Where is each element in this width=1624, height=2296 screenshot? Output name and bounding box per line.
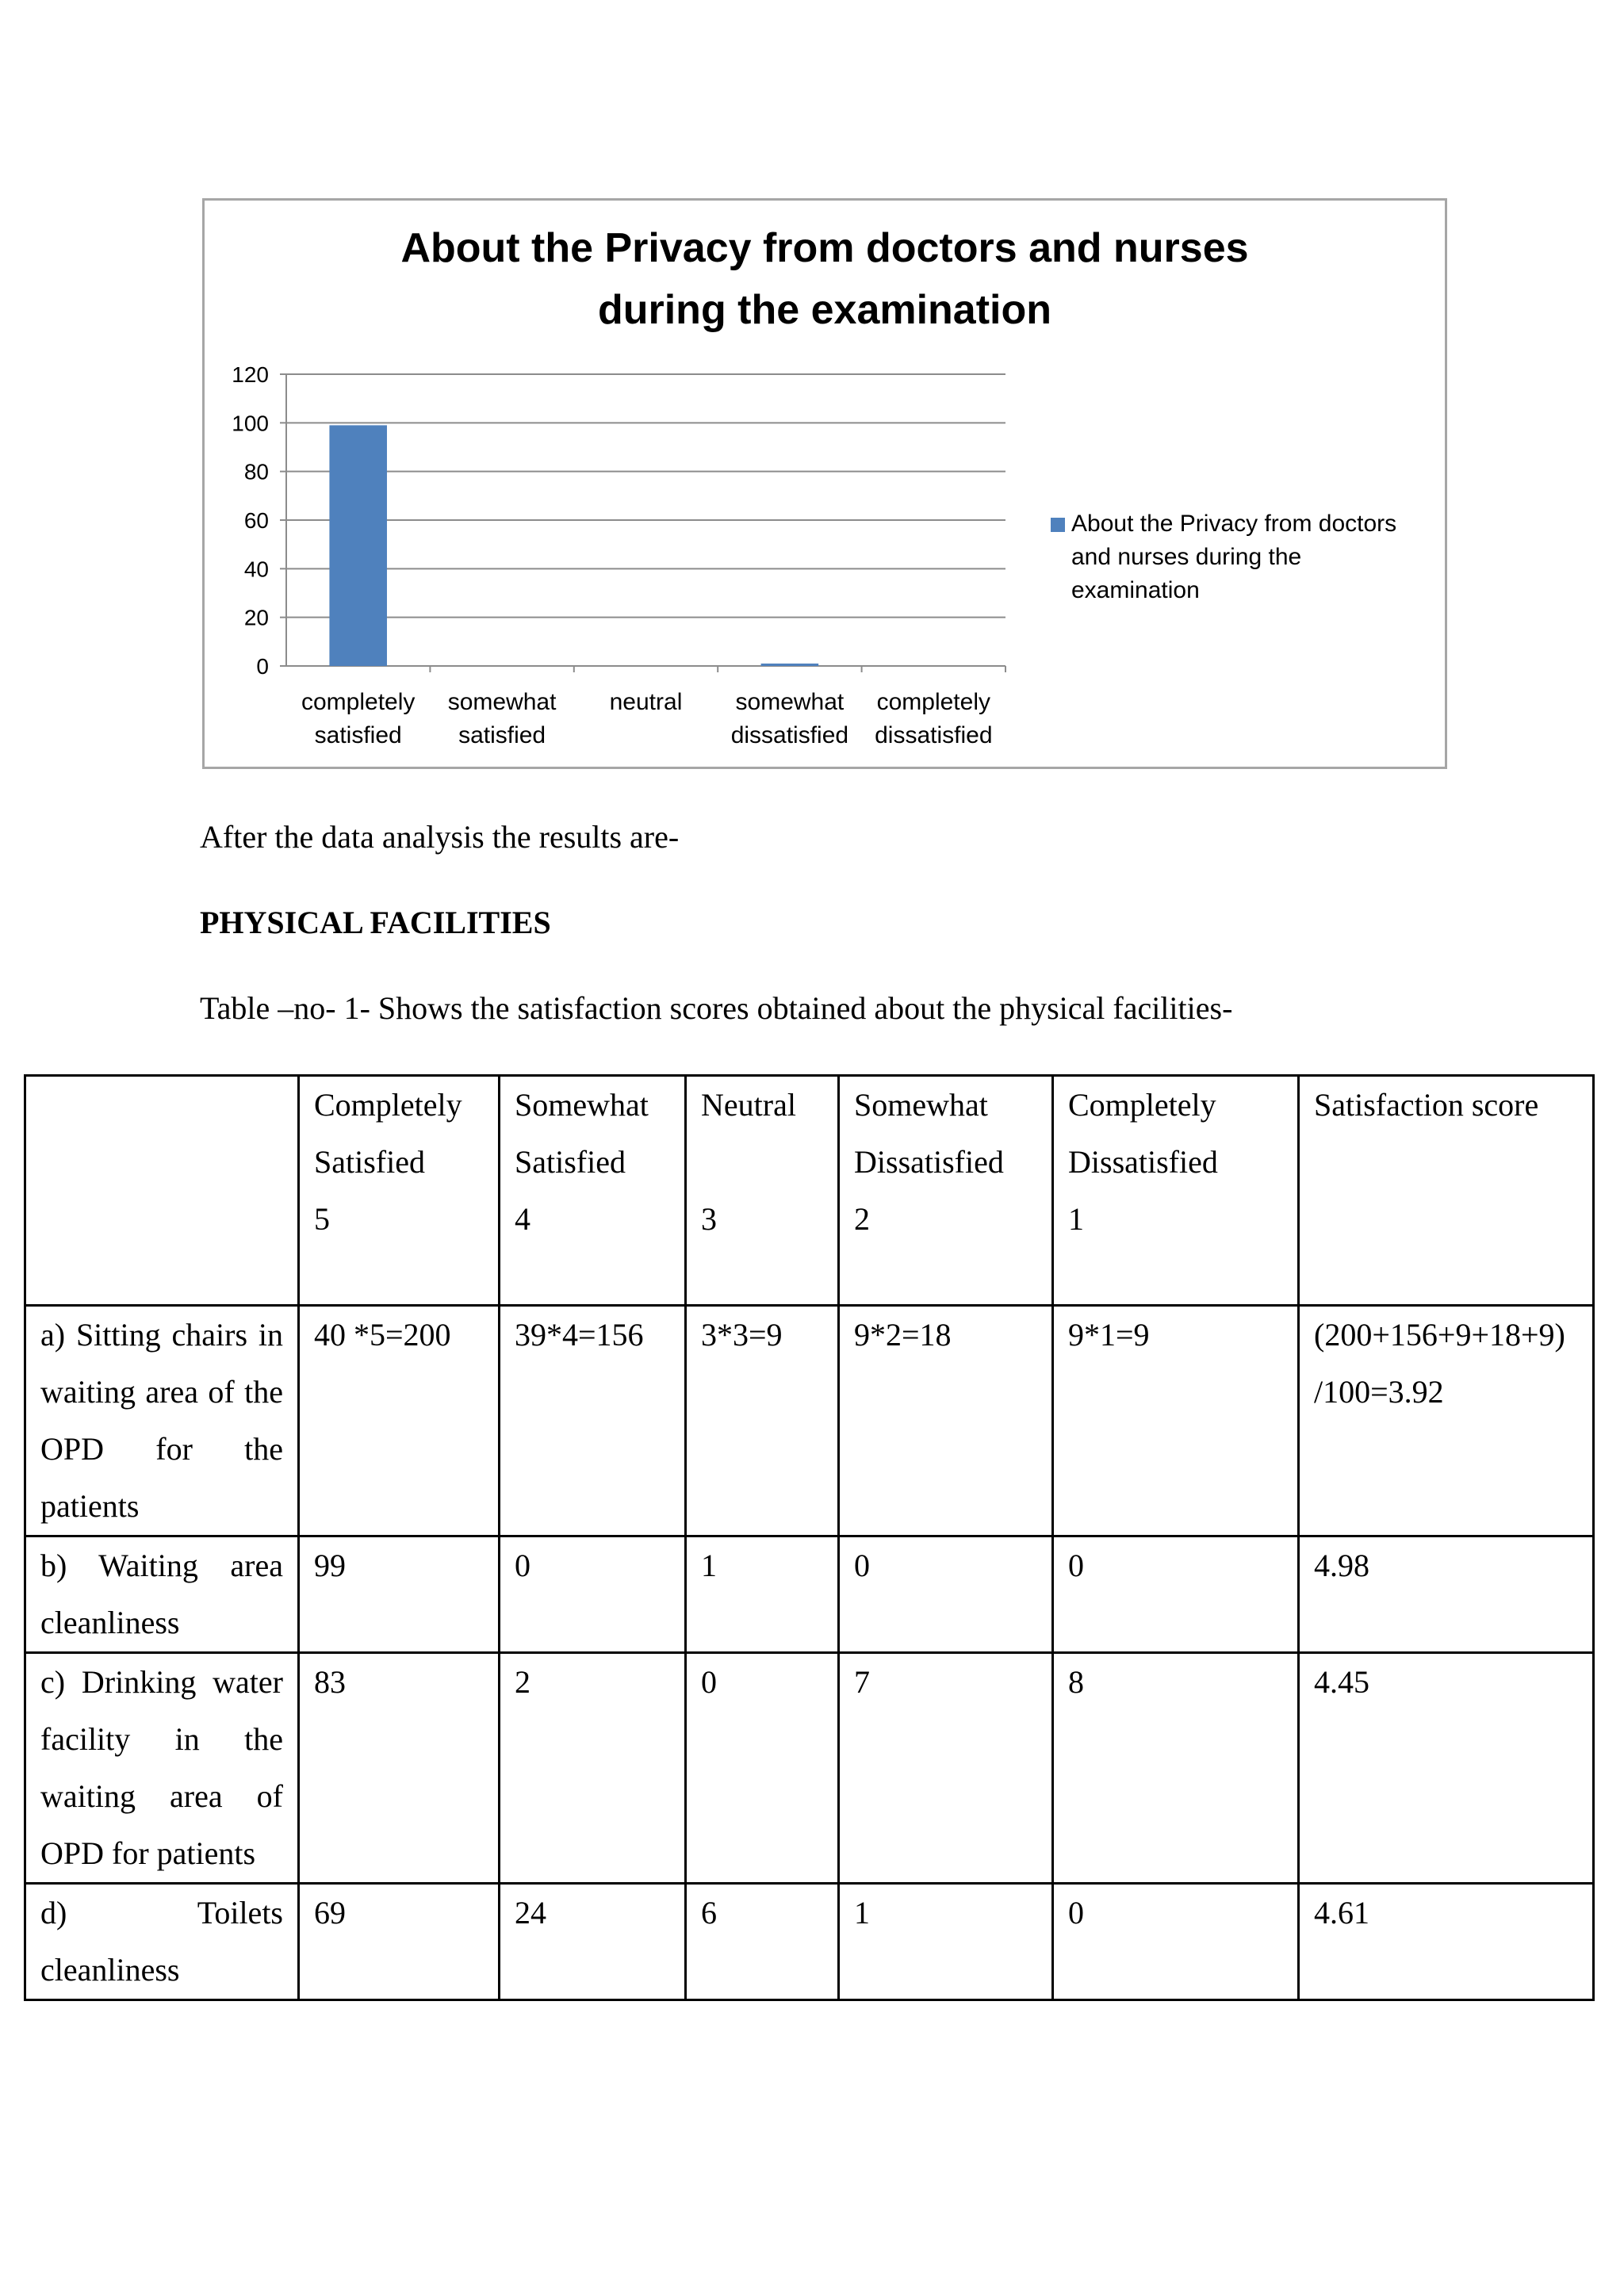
table-row xyxy=(25,1536,1594,1653)
row-label: a) Sitting chairs in waiting area of the OPD for the patients xyxy=(25,1306,299,1536)
x-category-label: somewhat xyxy=(447,689,557,715)
table-row xyxy=(25,1306,1594,1536)
table-cell: 9*2=18 xyxy=(839,1306,1053,1536)
header-line: 5 xyxy=(314,1201,330,1237)
legend-label: About the Privacy from doctors xyxy=(1071,511,1397,537)
table-cell: 39*4=156 xyxy=(500,1306,686,1536)
score-line: /100=3.92 xyxy=(1314,1374,1444,1410)
table-row xyxy=(25,1653,1594,1884)
intro-text: After the data analysis the results are- xyxy=(200,819,680,855)
header-line: Somewhat xyxy=(854,1087,988,1123)
table-cell: 99 xyxy=(299,1536,500,1653)
header-line: Dissatisfied xyxy=(854,1144,1004,1180)
table-cell: 83 xyxy=(299,1653,500,1884)
table-row xyxy=(25,1884,1594,2000)
table-cell: 3*3=9 xyxy=(686,1306,839,1536)
chart-canvas xyxy=(205,201,1445,767)
legend-label: and nurses during the xyxy=(1071,544,1302,570)
header-line xyxy=(701,1134,823,1191)
y-tick-label: 0 xyxy=(256,654,269,679)
header-line: Completely xyxy=(1068,1087,1216,1123)
x-category-label: dissatisfied xyxy=(875,722,993,748)
header-line: Somewhat xyxy=(515,1087,649,1123)
header-line: 1 xyxy=(1068,1201,1084,1237)
chart-title-line: during the examination xyxy=(597,287,1052,333)
y-tick-label: 80 xyxy=(243,459,269,484)
header-cell xyxy=(1299,1076,1594,1306)
table-caption: Table –no- 1- Shows the satisfaction scores obtained about the physical facilities- xyxy=(200,990,1233,1026)
table-cell: 9*1=9 xyxy=(1053,1306,1299,1536)
table-header-row xyxy=(25,1076,1594,1306)
x-category-label: completely xyxy=(876,689,991,715)
row-label: c) Drinking water facility in the waiting area of OPD for patients xyxy=(25,1653,299,1884)
bar xyxy=(329,425,387,666)
table-cell: 6 xyxy=(686,1884,839,2000)
header-cell xyxy=(1053,1076,1299,1306)
header-cell xyxy=(686,1076,839,1306)
table-cell: 69 xyxy=(299,1884,500,2000)
table-cell: 8 xyxy=(1053,1653,1299,1884)
score-line: 4.45 xyxy=(1314,1664,1369,1700)
header-line: 3 xyxy=(701,1201,717,1237)
y-tick-label: 20 xyxy=(243,605,269,630)
x-category-label: completely xyxy=(301,689,416,715)
table-cell: 0 xyxy=(839,1536,1053,1653)
header-cell xyxy=(500,1076,686,1306)
score-line: 4.98 xyxy=(1314,1548,1369,1583)
header-line: Satisfaction score xyxy=(1314,1087,1539,1123)
header-cell xyxy=(299,1076,500,1306)
header-line: Neutral xyxy=(701,1087,796,1123)
header-cell-empty xyxy=(25,1076,299,1306)
physical-facilities-table xyxy=(24,1074,1595,2001)
x-category-label: somewhat xyxy=(735,689,845,715)
score-line: (200+156+9+18+9) xyxy=(1314,1317,1565,1353)
table-cell: 0 xyxy=(686,1653,839,1884)
table-cell: 0 xyxy=(1053,1884,1299,2000)
header-line: Dissatisfied xyxy=(1068,1144,1218,1180)
table-cell: 2 xyxy=(500,1653,686,1884)
row-label: b) Waiting area cleanliness xyxy=(25,1536,299,1653)
table-cell: 40 *5=200 xyxy=(299,1306,500,1536)
table-cell: 0 xyxy=(500,1536,686,1653)
score-cell xyxy=(1299,1884,1594,2000)
x-category-label: dissatisfied xyxy=(730,722,849,748)
legend-label: examination xyxy=(1071,577,1200,603)
header-line: 2 xyxy=(854,1201,870,1237)
score-cell xyxy=(1299,1536,1594,1653)
table-cell: 1 xyxy=(686,1536,839,1653)
section-heading: PHYSICAL FACILITIES xyxy=(200,905,551,940)
table-cell: 1 xyxy=(839,1884,1053,2000)
y-tick-label: 40 xyxy=(243,557,269,582)
x-category-label: satisfied xyxy=(314,722,402,748)
table-cell: 7 xyxy=(839,1653,1053,1884)
y-tick-label: 120 xyxy=(232,362,269,387)
row-label: d) Toilets cleanliness xyxy=(25,1884,299,2000)
score-cell xyxy=(1299,1653,1594,1884)
y-tick-label: 60 xyxy=(243,508,269,533)
privacy-chart xyxy=(202,198,1447,769)
header-line: Satisfied xyxy=(515,1144,626,1180)
header-line: 4 xyxy=(515,1201,530,1237)
header-line: Completely xyxy=(314,1087,462,1123)
chart-title-line: About the Privacy from doctors and nurses xyxy=(400,225,1249,271)
table-cell: 24 xyxy=(500,1884,686,2000)
y-tick-label: 100 xyxy=(232,411,269,436)
legend-swatch xyxy=(1051,518,1065,532)
score-line: 4.61 xyxy=(1314,1895,1369,1931)
score-cell xyxy=(1299,1306,1594,1536)
table-cell: 0 xyxy=(1053,1536,1299,1653)
bar xyxy=(761,664,819,666)
x-category-label: satisfied xyxy=(458,722,546,748)
x-category-label: neutral xyxy=(609,689,683,715)
header-cell xyxy=(839,1076,1053,1306)
header-line: Satisfied xyxy=(314,1144,425,1180)
